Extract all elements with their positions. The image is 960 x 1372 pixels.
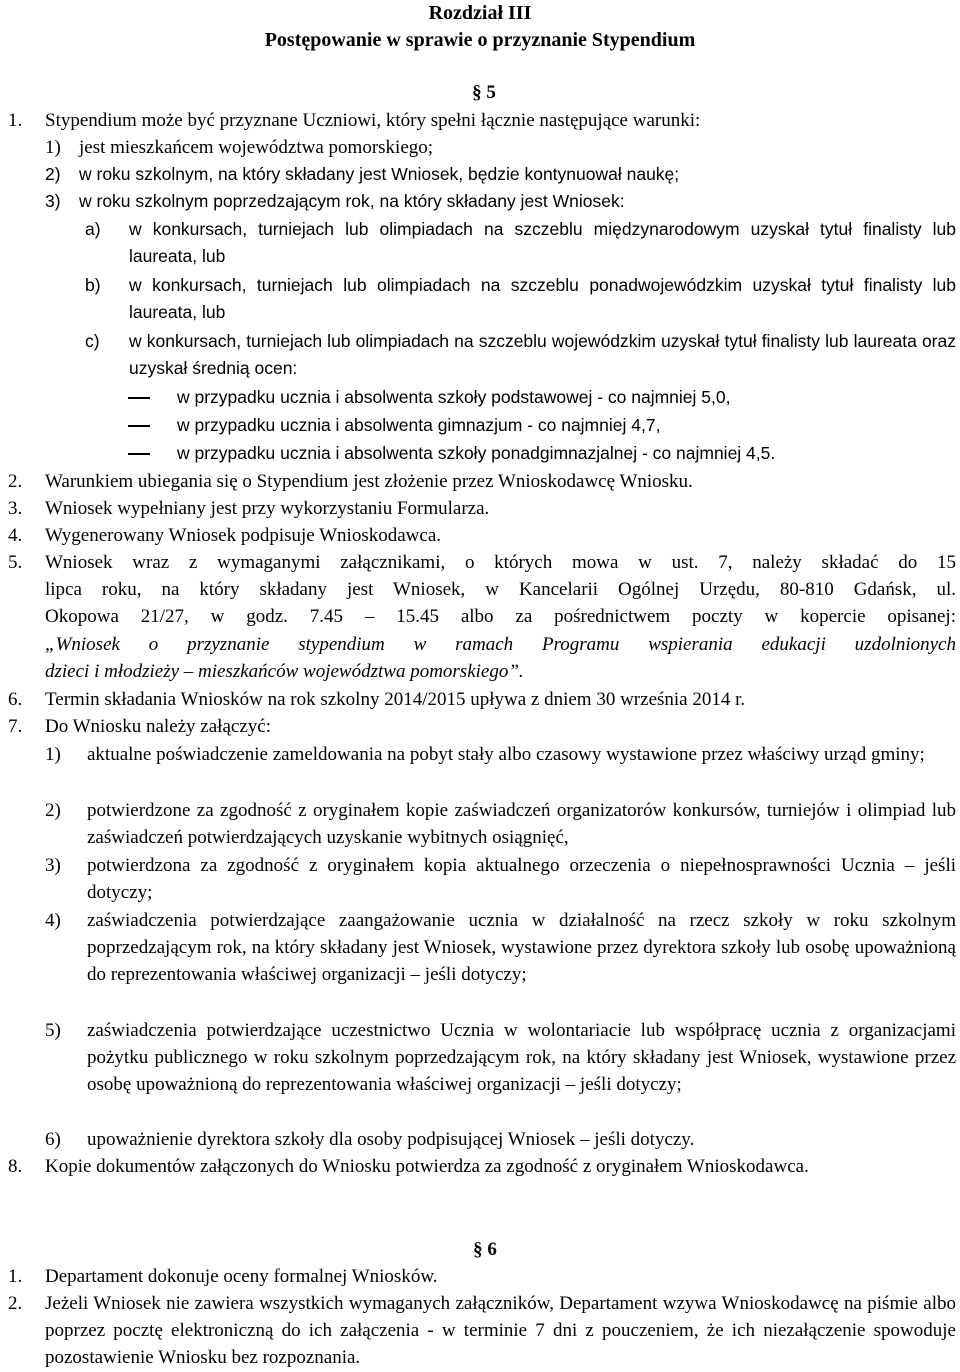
item-number: 1) <box>45 744 61 765</box>
subitem-text: w konkursach, turniejach lub olimpiadach na szczeblu międzynarodowym uzyskał tytuł finalisty lub laureata, lub <box>129 219 956 267</box>
item-text: zaświadczenia potwierdzające uczestnictwo Ucznia w wolontariacie lub współpracę ucznia z organizacjami pożytku publicznego w roku szkolnym poprzedzającym rok, na który składany jest Wniosek, wystawione przez osobę upoważnioną do reprezentowania właściwej organizacji – jeśli dotyczy; <box>87 1020 956 1096</box>
paragraph-text: Termin składania Wniosków na rok szkolny 2014/2015 upływa z dniem 30 września 2014 r. <box>45 689 746 710</box>
subitem-letter: a) <box>85 219 101 239</box>
s5-p1-subitem-a <box>85 216 956 270</box>
item-text: potwierdzona za zgodność z oryginałem kopia aktualnego orzeczenia o niepełnosprawności Ucznia – jeśli dotyczy; <box>87 855 956 904</box>
dash-bullet <box>128 397 150 399</box>
paragraph-number: 2. <box>8 471 23 492</box>
subitem-text: w konkursach, turniejach lub olimpiadach na szczeblu wojewódzkim uzyskał tytuł finalisty lub laureata oraz uzyskał średnią ocen: <box>129 331 956 379</box>
item-number: 1) <box>45 137 61 158</box>
item-text: w roku szkolnym, na który składany jest Wniosek, będzie kontynuował naukę; <box>79 164 680 184</box>
item-text: jest mieszkańcem województwa pomorskiego; <box>79 137 434 158</box>
paragraph-line: lipca roku, na który składany jest Wniosek, w Kancelarii Ogólnej Urzędu, 80-810 Gdańsk, ul. <box>45 579 956 601</box>
paragraph-number: 8. <box>8 1156 23 1177</box>
s5-p1-item-1 <box>45 134 956 161</box>
s5-p1-number: 1. <box>8 110 23 131</box>
grade-text: w przypadku ucznia i absolwenta gimnazjum - co najmniej 4,7, <box>177 415 661 435</box>
item-number: 3) <box>45 855 61 876</box>
s5-paragraph-7 <box>8 713 956 740</box>
s5-p7-item-6 <box>45 1126 956 1153</box>
s5-paragraph-1 <box>8 107 956 134</box>
paragraph-text: Wniosek wypełniany jest przy wykorzystaniu Formularza. <box>45 498 490 519</box>
dash-bullet <box>128 453 150 455</box>
paragraph-number: 1. <box>8 1266 23 1287</box>
grade-text: w przypadku ucznia i absolwenta szkoły ponadgimnazjalnej - co najmniej 4,5. <box>177 443 776 463</box>
paragraph-text: Warunkiem ubiegania się o Stypendium jest złożenie przez Wnioskodawcę Wniosku. <box>45 471 693 492</box>
item-text: zaświadczenia potwierdzające zaangażowanie ucznia w działalność na rzecz szkoły w roku szkolnym poprzedzającym rok, na który składany jest Wniosek, wystawione przez dyrektora szkoły lub osobę upoważnioną do reprezentowania właściwej organizacji – jeśli dotyczy; <box>87 910 956 986</box>
paragraph-number: 4. <box>8 525 23 546</box>
paragraph-line: Wniosek wraz z wymaganymi załącznikami, o których mowa w ust. 7, należy składać do 15 <box>45 552 956 573</box>
item-number: 5) <box>45 1020 61 1041</box>
section-6-heading: § 6 <box>473 1239 497 1260</box>
s5-p1-subitem-b <box>85 272 956 326</box>
s5-p7-item-4 <box>45 907 956 989</box>
s5-p7-item-1 <box>45 741 956 768</box>
s5-grade-line-3 <box>128 440 956 467</box>
item-number: 2) <box>45 800 61 821</box>
section-5-heading: § 5 <box>472 82 496 103</box>
paragraph-number: 5. <box>8 552 23 573</box>
subitem-text: w konkursach, turniejach lub olimpiadach na szczeblu ponadwojewódzkim uzyskał tytuł finalisty lub laureata, lub <box>129 275 956 323</box>
item-text: upoważnienie dyrektora szkoły dla osoby podpisującej Wniosek – jeśli dotyczy. <box>87 1129 695 1150</box>
paragraph-text: Do Wniosku należy załączyć: <box>45 716 271 737</box>
item-text: w roku szkolnym poprzedzającym rok, na który składany jest Wniosek: <box>79 191 625 211</box>
s5-grade-line-1 <box>128 384 956 411</box>
s5-paragraph-8 <box>8 1153 956 1180</box>
s5-p1-text: Stypendium może być przyznane Uczniowi, który spełni łącznie następujące warunki: <box>45 110 701 131</box>
paragraph-text: Kopie dokumentów załączonych do Wniosku potwierdza za zgodność z oryginałem Wnioskodawca. <box>45 1156 809 1177</box>
subitem-letter: c) <box>85 331 100 351</box>
item-number: 2) <box>45 164 61 184</box>
subitem-letter: b) <box>85 275 101 295</box>
paragraph-number: 2. <box>8 1293 23 1314</box>
s5-p7-item-3 <box>45 852 956 906</box>
paragraph-text: Wygenerowany Wniosek podpisuje Wnioskodawca. <box>45 525 442 546</box>
paragraph-number: 3. <box>8 498 23 519</box>
envelope-label-line: dzieci i młodzieży – mieszkańców województwa pomorskiego”. <box>45 660 524 682</box>
s5-paragraph-2 <box>8 468 956 495</box>
s6-paragraph-1 <box>8 1263 956 1290</box>
item-number: 3) <box>45 191 61 211</box>
paragraph-text: Departament dokonuje oceny formalnej Wniosków. <box>45 1266 438 1287</box>
s5-paragraph-5 <box>8 549 956 685</box>
s5-p1-subitem-c <box>85 328 956 382</box>
item-number: 6) <box>45 1129 61 1150</box>
s5-p1-item-2 <box>45 161 956 188</box>
envelope-label-line: „Wniosek o przyznanie stypendium w ramach Programu wspierania edukacji uzdolnionych <box>45 633 956 655</box>
s5-p1-item-3 <box>45 188 956 215</box>
item-text: potwierdzone za zgodność z oryginałem kopie zaświadczeń organizatorów konkursów, turniejów i olimpiad lub zaświadczeń potwierdzających uzyskanie wybitnych osiągnięć, <box>87 800 956 849</box>
s6-paragraph-2 <box>8 1290 956 1372</box>
s5-paragraph-6 <box>8 686 956 713</box>
chapter-title: Rozdział III <box>428 2 532 24</box>
paragraph-text: Jeżeli Wniosek nie zawiera wszystkich wymaganych załączników, Departament wzywa Wnioskodawcę na piśmie albo poprzez pocztę elektroniczną do ich załączenia - w terminie 7 dni z pouczeniem, że ich niezałączenie spowoduje pozostawienie Wniosku bez rozpoznania. <box>45 1293 956 1369</box>
s5-p7-item-5 <box>45 1017 956 1099</box>
paragraph-line: Okopowa 21/27, w godz. 7.45 – 15.45 albo za pośrednictwem poczty w kopercie opisanej: <box>45 606 956 628</box>
s5-p7-item-2 <box>45 797 956 851</box>
s5-paragraph-3 <box>8 495 956 522</box>
chapter-subtitle: Postępowanie w sprawie o przyznanie Stypendium <box>264 29 696 51</box>
paragraph-number: 7. <box>8 716 23 737</box>
item-number: 4) <box>45 910 61 931</box>
item-text: aktualne poświadczenie zameldowania na pobyt stały albo czasowy wystawione przez właściwy urząd gminy; <box>87 744 925 765</box>
grade-text: w przypadku ucznia i absolwenta szkoły podstawowej - co najmniej 5,0, <box>177 387 731 407</box>
paragraph-number: 6. <box>8 689 23 710</box>
s5-grade-line-2 <box>128 412 956 439</box>
s5-paragraph-4 <box>8 522 956 549</box>
dash-bullet <box>128 425 150 427</box>
